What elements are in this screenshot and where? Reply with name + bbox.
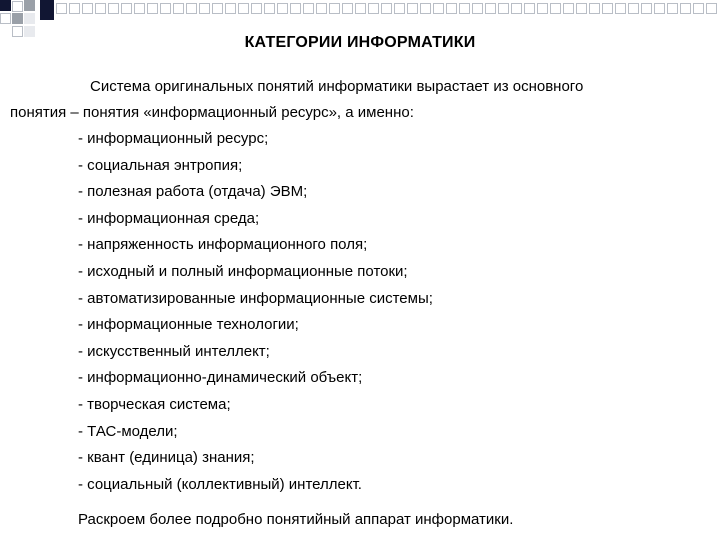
list-item: - информационный ресурс; xyxy=(78,130,269,147)
deco-strip-square xyxy=(434,4,444,14)
deco-strip-square xyxy=(200,4,210,14)
deco-strip-square xyxy=(369,4,379,14)
deco-strip-squares xyxy=(56,3,720,14)
intro-paragraph xyxy=(10,74,710,126)
slide-title: КАТЕГОРИИ ИНФОРМАТИКИ xyxy=(244,34,476,51)
deco-strip-square xyxy=(239,4,249,14)
deco-strip-square xyxy=(330,4,340,14)
deco-strip-square xyxy=(629,4,639,14)
list-item: - квант (единица) знания; xyxy=(78,449,255,467)
deco-strip-square xyxy=(668,4,678,14)
deco-strip-square xyxy=(135,4,145,14)
deco-square-dark xyxy=(0,0,11,11)
deco-strip-square xyxy=(447,4,457,14)
deco-square-gray xyxy=(12,13,23,24)
deco-strip-square xyxy=(265,4,275,14)
deco-square-light xyxy=(24,13,35,24)
deco-strip-square xyxy=(57,4,67,14)
deco-strip-square xyxy=(655,4,665,14)
deco-strip-square xyxy=(499,4,509,14)
list-item: - исходный и полный информационные потоки; xyxy=(78,262,408,280)
deco-strip-square xyxy=(616,4,626,14)
deco-strip-square xyxy=(382,4,392,14)
deco-strip-square xyxy=(577,4,587,14)
conclusion-text: Раскроем более подробно понятийный аппарат информатики. xyxy=(78,511,514,528)
deco-square-dark xyxy=(40,0,54,20)
deco-strip-square xyxy=(96,4,106,14)
intro-line-1: Система оригинальных понятий информатики вырастает из основного xyxy=(90,78,584,95)
intro-line-2: понятия – понятия «информационный ресурс», а именно: xyxy=(10,104,414,121)
deco-strip-square xyxy=(408,4,418,14)
deco-strip-square xyxy=(551,4,561,14)
list-item: - информационно-динамический объект; xyxy=(78,369,363,387)
list-item: - напряженность информационного поля; xyxy=(78,236,368,254)
deco-strip-square xyxy=(226,4,236,14)
deco-strip-square xyxy=(252,4,262,14)
deco-strip-square xyxy=(304,4,314,14)
list-item: - социальная энтропия; xyxy=(78,156,243,174)
list-item: - автоматизированные информационные системы; xyxy=(78,289,433,307)
deco-strip-square xyxy=(681,4,691,14)
deco-strip-square xyxy=(161,4,171,14)
deco-strip-square xyxy=(421,4,431,14)
list-item: - творческая система; xyxy=(78,395,231,413)
deco-strip-square xyxy=(525,4,535,14)
deco-strip-square xyxy=(122,4,132,14)
list-item: - информационные технологии; xyxy=(78,316,299,334)
deco-square-gray xyxy=(24,0,35,11)
deco-strip-square xyxy=(187,4,197,14)
deco-strip-square xyxy=(83,4,93,14)
deco-strip-square xyxy=(109,4,119,14)
deco-strip-square xyxy=(395,4,405,14)
deco-strip-square xyxy=(642,4,652,14)
list-item: - искусственный интеллект; xyxy=(78,342,270,360)
list-item: - ТАС-модели; xyxy=(78,422,178,440)
deco-strip-square xyxy=(174,4,184,14)
deco-strip-square xyxy=(460,4,470,14)
deco-strip-square xyxy=(278,4,288,14)
deco-square-outline xyxy=(12,1,23,12)
deco-strip-square xyxy=(486,4,496,14)
deco-square-outline xyxy=(0,13,11,24)
deco-strip xyxy=(56,1,720,12)
deco-strip-square xyxy=(356,4,366,14)
deco-strip-square xyxy=(291,4,301,14)
deco-strip-square xyxy=(564,4,574,14)
deco-strip-square xyxy=(590,4,600,14)
deco-strip-square xyxy=(707,4,717,14)
list-item: - информационная среда; xyxy=(78,209,260,227)
deco-strip-square xyxy=(473,4,483,14)
deco-strip-square xyxy=(317,4,327,14)
deco-strip-square xyxy=(213,4,223,14)
categories-list xyxy=(78,126,433,498)
deco-strip-square xyxy=(694,4,704,14)
list-item: - полезная работа (отдача) ЭВМ; xyxy=(78,183,308,201)
deco-strip-square xyxy=(538,4,548,14)
deco-strip-square xyxy=(148,4,158,14)
deco-strip-square xyxy=(343,4,353,14)
list-item: - социальный (коллективный) интеллект. xyxy=(78,475,362,493)
deco-strip-square xyxy=(603,4,613,14)
deco-strip-square xyxy=(70,4,80,14)
deco-strip-square xyxy=(512,4,522,14)
